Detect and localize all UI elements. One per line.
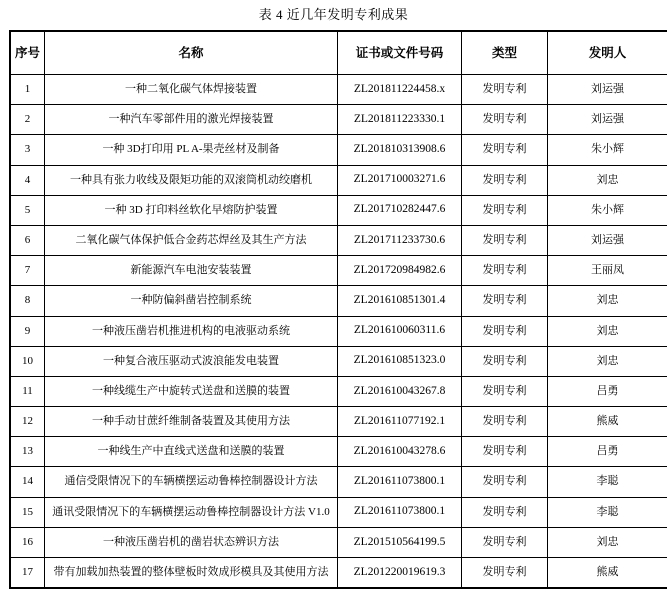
table-row [10,437,667,467]
inventor-name-cell: 熊威 [548,558,667,589]
certificate-number-cell: ZL201610043278.6 [338,437,462,467]
patent-name-cell: 新能源汽车电池安装装置 [45,256,338,286]
patent-name-cell: 一种 3D 打印料丝软化早熔防护装置 [45,195,338,225]
patent-type-cell: 发明专利 [462,165,548,195]
certificate-number-cell: ZL201611073800.1 [338,497,462,527]
row-index-cell: 7 [10,256,45,286]
patent-type-cell: 发明专利 [462,376,548,406]
inventor-name-cell: 刘忠 [548,346,667,376]
patent-name-cell: 一种液压凿岩机的凿岩状态辨识方法 [45,527,338,557]
inventor-name-cell: 王丽凤 [548,256,667,286]
table-row [10,165,667,195]
patent-name-cell: 一种 3D打印用 PL A-果壳丝材及制备 [45,135,338,165]
patent-name-cell: 通讯受限情况下的车辆横摆运动鲁棒控制器设计方法 V1.0 [45,497,338,527]
row-index-cell: 6 [10,225,45,255]
patent-type-cell: 发明专利 [462,407,548,437]
table-row [10,256,667,286]
patent-type-cell: 发明专利 [462,437,548,467]
patent-type-cell: 发明专利 [462,135,548,165]
table-row [10,527,667,557]
certificate-number-cell: ZL201720984982.6 [338,256,462,286]
table-body [10,75,667,589]
row-index-cell: 13 [10,437,45,467]
patent-type-cell: 发明专利 [462,195,548,225]
patent-type-cell: 发明专利 [462,256,548,286]
table-row [10,316,667,346]
patent-type-cell: 发明专利 [462,225,548,255]
patent-name-cell: 一种二氧化碳气体焊接装置 [45,75,338,105]
row-index-cell: 5 [10,195,45,225]
inventor-name-cell: 刘运强 [548,225,667,255]
patent-name-cell: 一种线生产中直线式送盘和送膜的装置 [45,437,338,467]
inventor-name-cell: 李聪 [548,497,667,527]
row-index-cell: 14 [10,467,45,497]
row-index-cell: 17 [10,558,45,589]
table-row [10,286,667,316]
certificate-number-cell: ZL201610851301.4 [338,286,462,316]
patent-type-cell: 发明专利 [462,467,548,497]
certificate-number-cell: ZL201711233730.6 [338,225,462,255]
row-index-cell: 12 [10,407,45,437]
patent-name-cell: 一种复合液压驱动式波浪能发电装置 [45,346,338,376]
inventor-name-cell: 李聪 [548,467,667,497]
certificate-number-cell: ZL201510564199.5 [338,527,462,557]
patent-type-cell: 发明专利 [462,316,548,346]
certificate-number-cell: ZL201610060311.6 [338,316,462,346]
table-row [10,346,667,376]
patent-type-cell: 发明专利 [462,75,548,105]
certificate-number-cell: ZL201611073800.1 [338,467,462,497]
certificate-number-cell: ZL201220019619.3 [338,558,462,589]
table-row [10,407,667,437]
inventor-name-cell: 吕勇 [548,437,667,467]
column-header-patent-type: 类型 [462,31,548,75]
patent-name-cell: 一种线缆生产中旋转式送盘和送膜的装置 [45,376,338,406]
patent-name-cell: 一种防偏斜凿岩控制系统 [45,286,338,316]
header-row [10,31,667,75]
patent-name-cell: 带有加载加热装置的整体壁板时效成形模具及其使用方法 [45,558,338,589]
certificate-number-cell: ZL201811223330.1 [338,105,462,135]
table-row [10,135,667,165]
patent-type-cell: 发明专利 [462,558,548,589]
patent-name-cell: 一种手动甘蔗纤维制备装置及其使用方法 [45,407,338,437]
patent-type-cell: 发明专利 [462,105,548,135]
inventor-name-cell: 朱小辉 [548,195,667,225]
patent-name-cell: 通信受限情况下的车辆横摆运动鲁棒控制器设计方法 [45,467,338,497]
patent-name-cell: 二氧化碳气体保护低合金药芯焊丝及其生产方法 [45,225,338,255]
inventor-name-cell: 刘忠 [548,527,667,557]
patent-name-cell: 一种液压凿岩机推进机构的电液驱动系统 [45,316,338,346]
inventor-name-cell: 刘忠 [548,286,667,316]
patent-name-cell: 一种具有张力收线及限矩功能的双滚筒机动绞磨机 [45,165,338,195]
row-index-cell: 8 [10,286,45,316]
certificate-number-cell: ZL201810313908.6 [338,135,462,165]
row-index-cell: 9 [10,316,45,346]
table-row [10,376,667,406]
table-row [10,225,667,255]
inventor-name-cell: 熊威 [548,407,667,437]
inventor-name-cell: 刘运强 [548,105,667,135]
row-index-cell: 16 [10,527,45,557]
certificate-number-cell: ZL201710282447.6 [338,195,462,225]
inventor-name-cell: 刘忠 [548,316,667,346]
patent-type-cell: 发明专利 [462,497,548,527]
table-row [10,105,667,135]
table-row [10,75,667,105]
certificate-number-cell: ZL201710003271.6 [338,165,462,195]
row-index-cell: 3 [10,135,45,165]
table-row [10,558,667,589]
certificate-number-cell: ZL201811224458.x [338,75,462,105]
column-header-patent-name: 名称 [45,31,338,75]
row-index-cell: 11 [10,376,45,406]
column-header-row-index: 序号 [10,31,45,75]
table-row [10,497,667,527]
patent-type-cell: 发明专利 [462,286,548,316]
table-row [10,195,667,225]
certificate-number-cell: ZL201611077192.1 [338,407,462,437]
patent-type-cell: 发明专利 [462,527,548,557]
inventor-name-cell: 刘运强 [548,75,667,105]
patent-name-cell: 一种汽车零部件用的激光焊接装置 [45,105,338,135]
inventor-name-cell: 刘忠 [548,165,667,195]
row-index-cell: 1 [10,75,45,105]
inventor-name-cell: 朱小辉 [548,135,667,165]
column-header-inventor-name: 发明人 [548,31,667,75]
column-header-certificate-number: 证书或文件号码 [338,31,462,75]
row-index-cell: 4 [10,165,45,195]
row-index-cell: 2 [10,105,45,135]
row-index-cell: 15 [10,497,45,527]
certificate-number-cell: ZL201610043267.8 [338,376,462,406]
inventor-name-cell: 吕勇 [548,376,667,406]
table-header [10,31,667,75]
row-index-cell: 10 [10,346,45,376]
patents-table [9,30,667,589]
certificate-number-cell: ZL201610851323.0 [338,346,462,376]
table-title: 表 4 近几年发明专利成果 [258,7,409,22]
patent-type-cell: 发明专利 [462,346,548,376]
table-row [10,467,667,497]
